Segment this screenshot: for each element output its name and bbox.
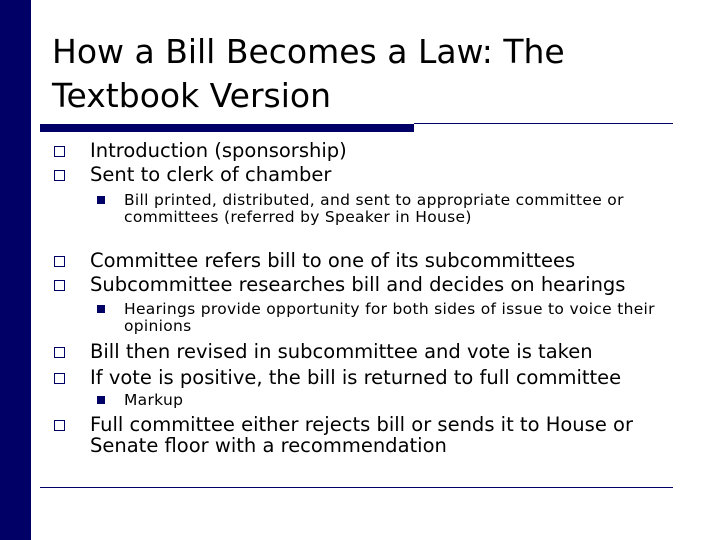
bullet-text: Full committee either rejects bill or sends it to House or Senate floor with a recommendation — [90, 413, 633, 457]
sub-bullet-text: Hearings provide opportunity for both sides of issue to voice their opinions — [124, 300, 655, 335]
hollow-square-bullet-icon — [54, 373, 65, 384]
hollow-square-bullet-icon — [54, 170, 65, 181]
sub-bullet-text: Bill printed, distributed, and sent to appropriate committee or committees (referred by Speaker in House) — [124, 191, 624, 226]
bullet-text: Subcommittee researches bill and decides on hearings — [90, 273, 626, 296]
bullet-item — [54, 164, 684, 185]
sub-bullet-item — [97, 192, 657, 226]
bullet-item — [54, 341, 684, 362]
hollow-square-bullet-icon — [54, 256, 65, 267]
sub-bullet-text: Markup — [124, 391, 184, 409]
bullet-item — [54, 274, 684, 295]
bullet-text: Bill then revised in subcommittee and vote is taken — [90, 340, 593, 363]
slide-title-line-2: Textbook Version — [52, 76, 332, 115]
sub-bullet-item — [97, 301, 657, 335]
bullet-item — [54, 367, 684, 388]
bullet-item — [54, 140, 684, 161]
hollow-square-bullet-icon — [54, 420, 65, 431]
bullet-text: If vote is positive, the bill is returned to full committee — [90, 366, 622, 389]
filled-square-bullet-icon — [97, 396, 105, 404]
footer-divider — [40, 487, 673, 488]
bullet-text: Introduction (sponsorship) — [90, 139, 347, 162]
filled-square-bullet-icon — [97, 196, 105, 204]
bullet-item — [54, 414, 684, 456]
filled-square-bullet-icon — [97, 305, 105, 313]
hollow-square-bullet-icon — [54, 347, 65, 358]
hollow-square-bullet-icon — [54, 280, 65, 291]
bullet-text: Sent to clerk of chamber — [90, 163, 332, 186]
slide-title-line-1: How a Bill Becomes a Law: The — [52, 32, 565, 71]
sub-bullet-item — [97, 392, 657, 409]
hollow-square-bullet-icon — [54, 146, 65, 157]
bullet-item — [54, 250, 684, 271]
bullet-text: Committee refers bill to one of its subcommittees — [90, 249, 576, 272]
